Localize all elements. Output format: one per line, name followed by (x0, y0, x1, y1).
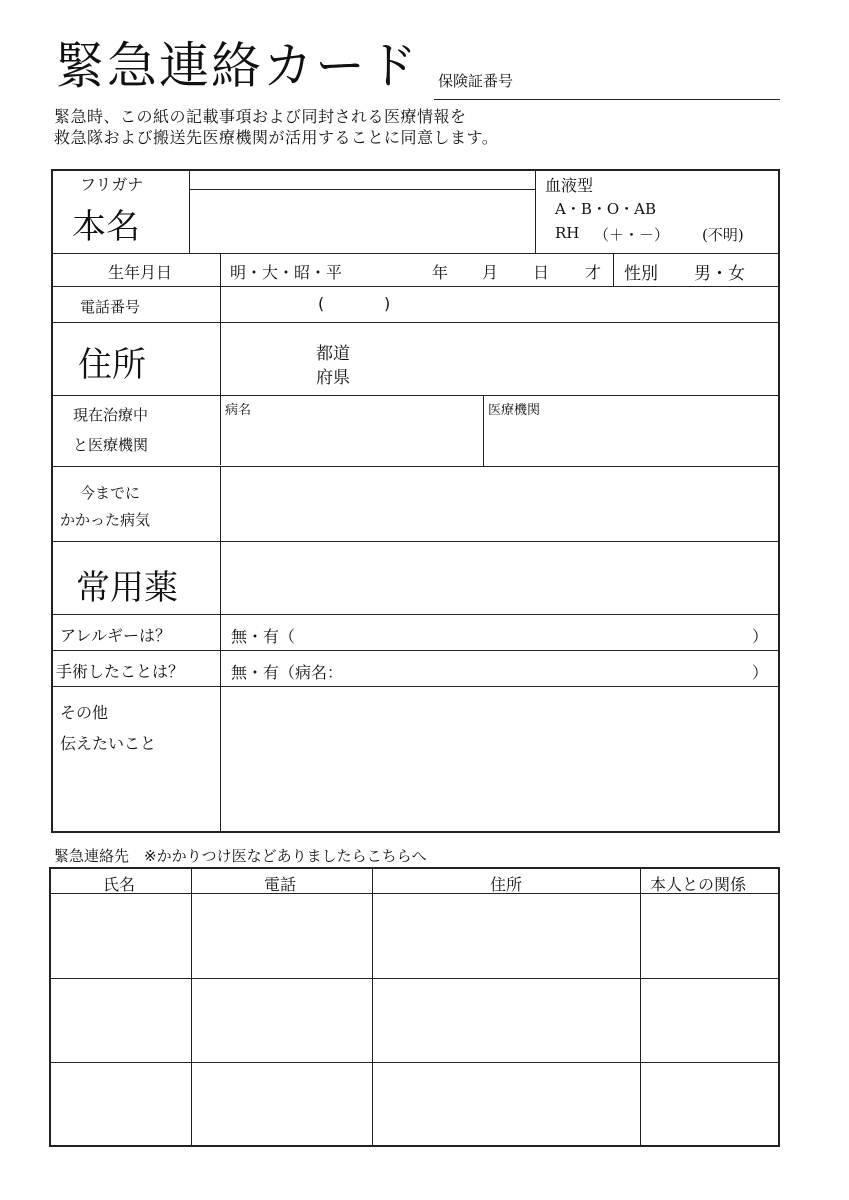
address-field[interactable] (370, 324, 777, 394)
column-header-address: 住所 (490, 875, 523, 894)
divider (52, 253, 779, 254)
table-border-top (49, 867, 780, 869)
phone-paren-close: ) (384, 294, 391, 313)
rh-unknown-option[interactable]: (不明) (702, 226, 744, 244)
surgery-label: 手術したことは？ (56, 662, 185, 681)
divider (52, 466, 779, 467)
table-border-left (51, 169, 53, 833)
contact-phone-cell[interactable] (193, 895, 371, 977)
era-options[interactable]: 明・大・昭・平 (230, 263, 343, 282)
sex-options[interactable]: 男・女 (694, 264, 745, 284)
contact-address-cell[interactable] (374, 895, 639, 977)
other-label-line2: 伝えたいこと (60, 734, 157, 753)
contact-name-cell[interactable] (51, 895, 190, 977)
insurance-number-field[interactable] (434, 99, 780, 100)
allergy-label: アレルギーは？ (60, 626, 171, 645)
phone-paren-open: ( (318, 294, 325, 313)
consent-text-line1: 緊急時、この紙の記載事項および同封される医療情報を (54, 107, 467, 126)
blood-type-options[interactable]: A・B・O・AB (555, 200, 657, 218)
contact-address-cell[interactable] (374, 980, 639, 1061)
column-header-phone: 電話 (264, 875, 297, 894)
divider (483, 396, 484, 466)
divider (189, 170, 190, 254)
other-label-line1: その他 (60, 703, 109, 722)
column-divider (640, 868, 641, 1146)
phone-label: 電話番号 (80, 298, 141, 316)
table-border-bottom (52, 831, 780, 833)
rh-options[interactable]: （＋・－） (594, 226, 670, 244)
name-field[interactable] (191, 191, 534, 252)
contact-name-cell[interactable] (51, 980, 190, 1061)
month-unit: 月 (482, 263, 499, 282)
divider (52, 614, 779, 615)
disease-name-label: 病名 (225, 403, 252, 418)
divider (52, 322, 779, 323)
rh-label: RH (555, 224, 580, 242)
medical-institution-field[interactable] (485, 416, 777, 465)
divider (52, 286, 779, 287)
treatment-label-line2: と医療機関 (73, 436, 149, 454)
table-border-right (778, 169, 780, 833)
divider (535, 170, 536, 254)
column-header-name: 氏名 (103, 875, 136, 894)
insurance-number-label: 保険証番号 (438, 72, 514, 90)
card-title: 緊急連絡カード (55, 37, 419, 95)
divider (52, 686, 779, 687)
allergy-paren-close: ） (752, 627, 769, 646)
medical-institution-label: 医療機関 (488, 403, 541, 418)
contact-name-cell[interactable] (51, 1064, 190, 1144)
phone-field[interactable] (222, 288, 777, 321)
name-label: 本名 (72, 207, 140, 247)
furigana-label: フリガナ (80, 175, 144, 194)
other-notes-field[interactable] (222, 688, 777, 830)
divider (52, 650, 779, 651)
divider (52, 395, 779, 396)
divider (52, 541, 779, 542)
age-unit: 才 (585, 263, 602, 282)
disease-name-field[interactable] (222, 416, 482, 465)
row-divider (50, 978, 779, 979)
column-header-relationship: 本人との関係 (650, 875, 747, 894)
divider (613, 254, 614, 286)
blood-type-label: 血液型 (545, 176, 594, 195)
birth-date-label: 生年月日 (108, 263, 173, 282)
emergency-contacts-heading: 緊急連絡先 ※かかりつけ医などありましたらこちらへ (54, 847, 427, 865)
contact-relationship-cell[interactable] (642, 980, 777, 1061)
sex-label: 性別 (624, 264, 658, 284)
past-illness-label-line2: かかった病気 (60, 511, 151, 529)
contact-address-cell[interactable] (374, 1064, 639, 1144)
table-border-bottom (49, 1145, 780, 1147)
contact-relationship-cell[interactable] (642, 895, 777, 977)
column-divider (191, 868, 192, 1146)
row-divider (50, 1062, 779, 1063)
contact-phone-cell[interactable] (193, 980, 371, 1061)
treatment-label-line1: 現在治療中 (73, 406, 149, 424)
furigana-field[interactable] (191, 171, 534, 188)
year-unit: 年 (432, 263, 449, 282)
prefecture-suffix-1: 都道 (316, 344, 350, 364)
past-illness-field[interactable] (222, 468, 777, 540)
table-border-right (778, 867, 780, 1147)
past-illness-label-line1: 今までに (80, 484, 141, 502)
surgery-paren-close: ） (752, 663, 769, 682)
prefecture-suffix-2: 府県 (316, 368, 350, 388)
day-unit: 日 (533, 263, 550, 282)
contact-relationship-cell[interactable] (642, 1064, 777, 1144)
contact-phone-cell[interactable] (193, 1064, 371, 1144)
medication-label: 常用薬 (76, 568, 178, 608)
surgery-options[interactable]: 無・有（病名： (231, 663, 344, 682)
address-label: 住所 (78, 345, 146, 385)
consent-text-line2: 救急隊および搬送先医療機関が活用することに同意します。 (54, 128, 499, 147)
divider (220, 466, 221, 832)
allergy-options[interactable]: 無・有（ (231, 627, 296, 646)
medication-field[interactable] (222, 543, 777, 613)
column-divider (372, 868, 373, 1146)
divider (189, 189, 535, 190)
